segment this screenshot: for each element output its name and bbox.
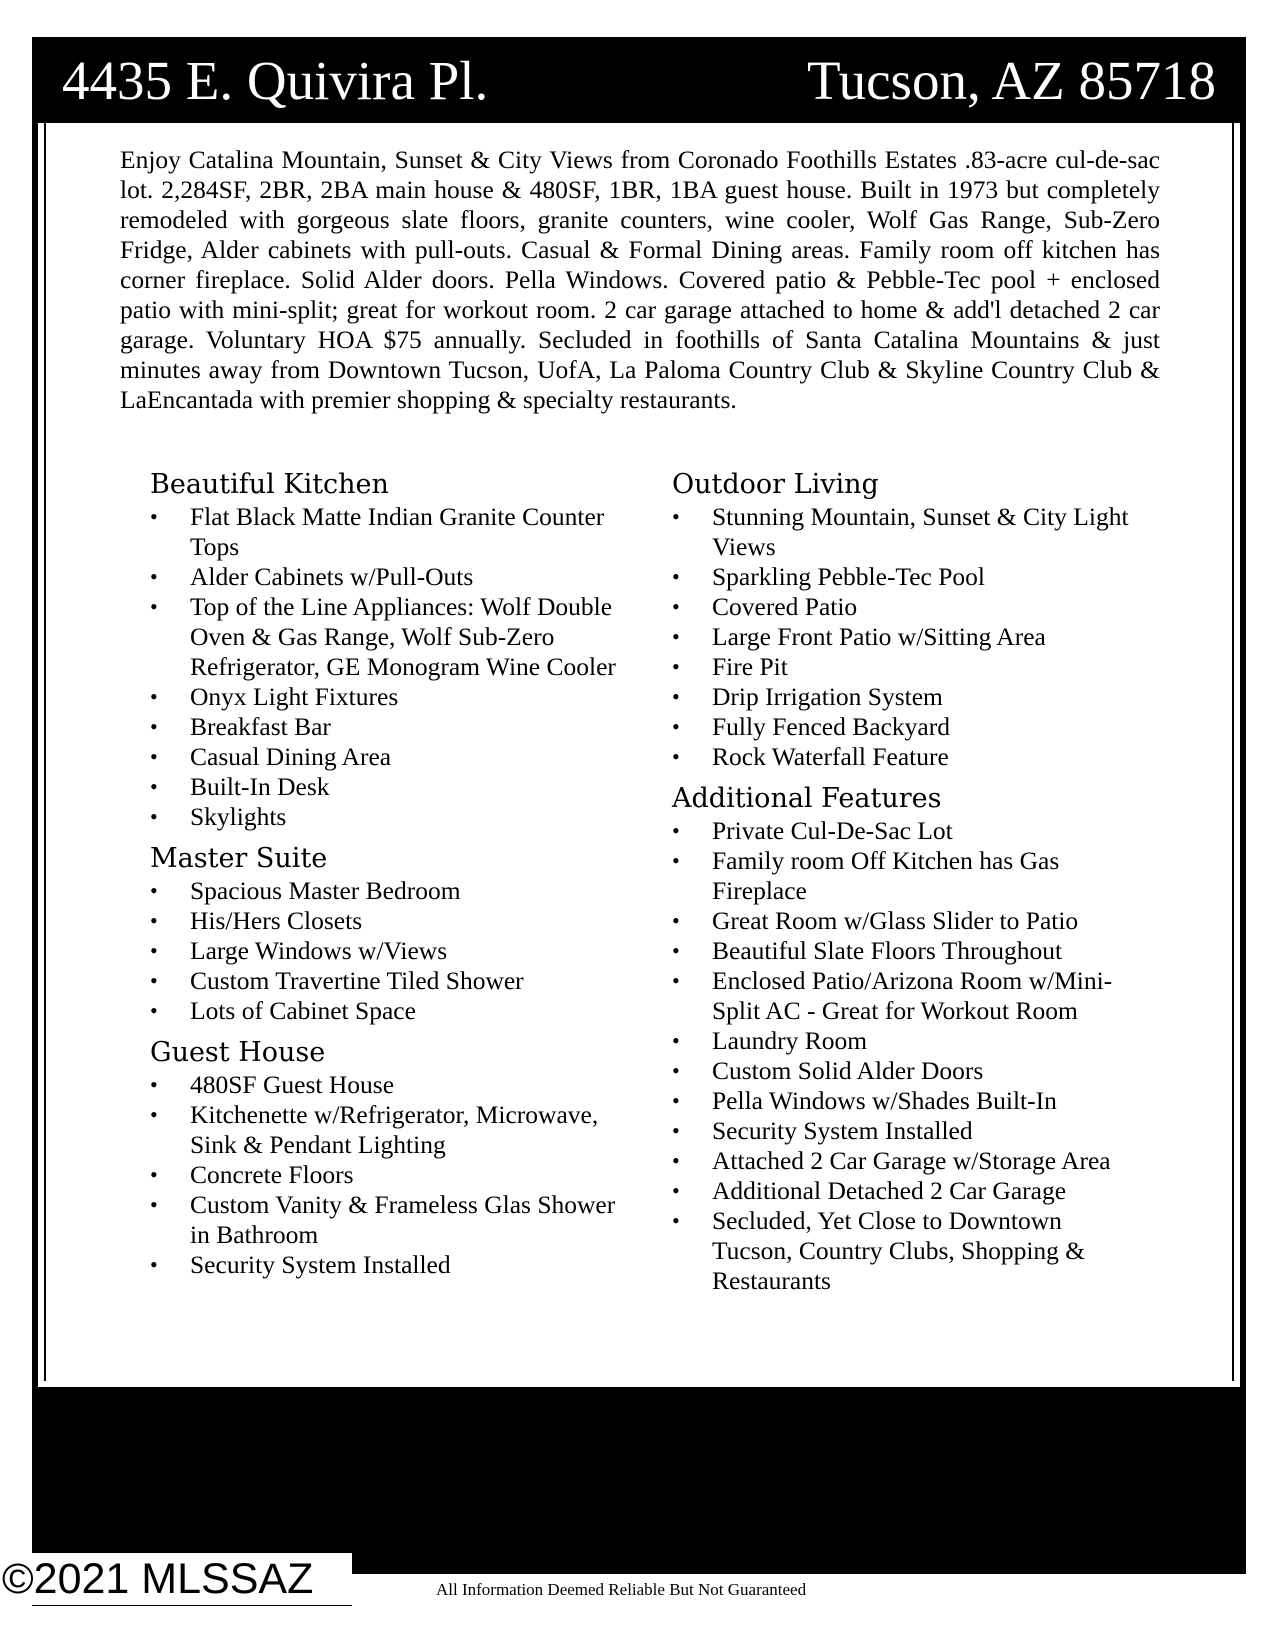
guest-list (150, 1070, 620, 1280)
list-item: • Casual Dining Area (150, 742, 620, 772)
list-item: • Security System Installed (672, 1116, 1142, 1146)
section-title-additional: Additional Features (672, 783, 942, 814)
list-item: • Fully Fenced Backyard (672, 712, 1142, 742)
list-item: • Drip Irrigation System (672, 682, 1142, 712)
list-item: • Laundry Room (672, 1026, 1142, 1056)
list-item: • Enclosed Patio/Arizona Room w/Mini-Split AC - Great for Workout Room (672, 966, 1142, 1026)
property-description: Enjoy Catalina Mountain, Sunset & City Views from Coronado Foothills Estates .83-acre cul-de-sac lot. 2,284SF, 2BR, 2BA main house & 480SF, 1BR, 1BA guest house. Built in 1973 but completely remodeled with gorgeous slate floors, granite counters, wine cooler, Wolf Gas Range, Sub-Zero Fridge, Alder cabinets with pull-outs. Casual & Formal Dining areas. Family room off kitchen has corner fireplace. Solid Alder doors. Pella Windows. Covered patio & Pebble-Tec pool + enclosed patio with mini-split; great for workout room. 2 car garage attached to home & add'l detached 2 car garage. Voluntary HOA $75 annually. Secluded in foothills of Santa Catalina Mountains & just minutes away from Downtown Tucson, UofA, La Paloma Country Club & Skyline Country Club & LaEncantada with premier shopping & specialty restaurants. (120, 145, 1160, 414)
list-item: • Family room Off Kitchen has Gas Fireplace (672, 846, 1142, 906)
master-list (150, 876, 620, 1026)
list-item: • 480SF Guest House (150, 1070, 620, 1100)
right-column (672, 468, 1142, 1306)
list-item: • Built-In Desk (150, 772, 620, 802)
list-item: • Kitchenette w/Refrigerator, Microwave, Sink & Pendant Lighting (150, 1100, 620, 1160)
kitchen-list (150, 502, 620, 832)
list-item: • Large Front Patio w/Sitting Area (672, 622, 1142, 652)
list-item: • Alder Cabinets w/Pull-Outs (150, 562, 620, 592)
list-item: • Attached 2 Car Garage w/Storage Area (672, 1146, 1142, 1176)
list-item: • Custom Travertine Tiled Shower (150, 966, 620, 996)
list-item: • Skylights (150, 802, 620, 832)
section-title-kitchen: Beautiful Kitchen (150, 469, 389, 500)
disclaimer-text: All Information Deemed Reliable But Not Guaranteed (352, 1574, 1246, 1606)
list-item: • Breakfast Bar (150, 712, 620, 742)
list-item: • Secluded, Yet Close to Downtown Tucson, Country Clubs, Shopping & Restaurants (672, 1206, 1142, 1296)
list-item: • Covered Patio (672, 592, 1142, 622)
list-item: • His/Hers Closets (150, 906, 620, 936)
list-item: • Rock Waterfall Feature (672, 742, 1142, 772)
list-item: • Flat Black Matte Indian Granite Counter Tops (150, 502, 620, 562)
list-item: • Additional Detached 2 Car Garage (672, 1176, 1142, 1206)
outdoor-list (672, 502, 1142, 772)
left-column (150, 468, 620, 1290)
list-item: • Great Room w/Glass Slider to Patio (672, 906, 1142, 936)
list-item: • Stunning Mountain, Sunset & City Light Views (672, 502, 1142, 562)
section-title-master: Master Suite (150, 843, 328, 874)
list-item: • Pella Windows w/Shades Built-In (672, 1086, 1142, 1116)
list-item: • Fire Pit (672, 652, 1142, 682)
list-item: • Onyx Light Fixtures (150, 682, 620, 712)
list-item: • Top of the Line Appliances: Wolf Double Oven & Gas Range, Wolf Sub-Zero Refrigerator, GE Monogram Wine Cooler (150, 592, 620, 682)
property-address: 4435 E. Quivira Pl. (62, 49, 489, 111)
section-title-outdoor: Outdoor Living (672, 469, 879, 500)
list-item: • Concrete Floors (150, 1160, 620, 1190)
list-item: • Beautiful Slate Floors Throughout (672, 936, 1142, 966)
list-item: • Custom Solid Alder Doors (672, 1056, 1142, 1086)
list-item: • Private Cul-De-Sac Lot (672, 816, 1142, 846)
section-title-guest: Guest House (150, 1037, 326, 1068)
header-bar (32, 37, 1246, 123)
list-item: • Lots of Cabinet Space (150, 996, 620, 1026)
additional-list (672, 816, 1142, 1296)
list-item: • Security System Installed (150, 1250, 620, 1280)
list-item: • Sparkling Pebble-Tec Pool (672, 562, 1142, 592)
list-item: • Large Windows w/Views (150, 936, 620, 966)
list-item: • Custom Vanity & Frameless Glas Shower in Bathroom (150, 1190, 620, 1250)
copyright-watermark: ©2021 MLSSAZ (2, 1553, 352, 1605)
city-state-zip: Tucson, AZ 85718 (806, 49, 1216, 111)
list-item: • Spacious Master Bedroom (150, 876, 620, 906)
